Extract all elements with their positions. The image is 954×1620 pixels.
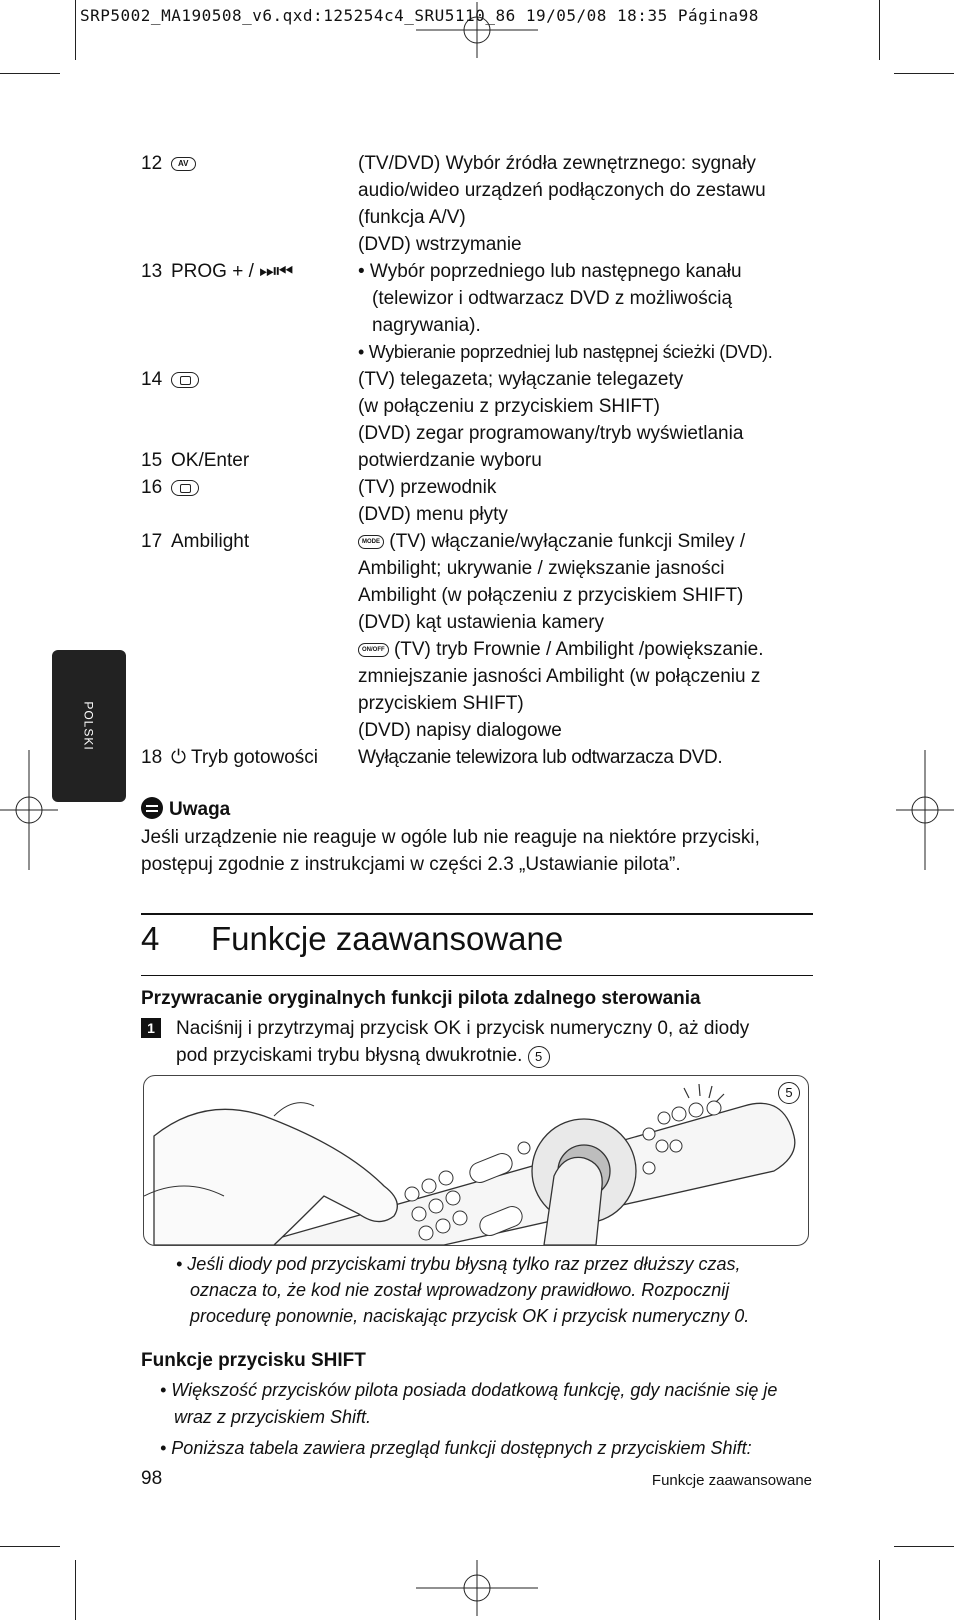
section-number: 4 bbox=[141, 920, 160, 957]
shift-heading: Funkcje przycisku SHIFT bbox=[141, 1350, 366, 1371]
crop-mark bbox=[0, 73, 60, 74]
guide-key-icon bbox=[171, 474, 199, 501]
registration-mark-right bbox=[896, 750, 954, 870]
figure-note: • Jeśli diody pod przyciskami trybu błysną tylko raz przez dłuższy czas, oznacza to, że kod nie został wprowadzony prawidłowo. Rozpocznij procedurę ponownie, naciskając przycisk OK i przycisk numeryczny 0. bbox=[176, 1254, 750, 1326]
row-number: 14 bbox=[141, 369, 163, 390]
step-number: 1 bbox=[141, 1018, 161, 1038]
crop-mark bbox=[894, 73, 954, 74]
row-number: 12 bbox=[141, 153, 163, 174]
row-label: OK/Enter bbox=[171, 450, 250, 471]
step-text: Naciśnij i przytrzymaj przycisk OK i przycisk numeryczny 0, aż diody pod przyciskami trybu błysną dwukrotnie. 5 bbox=[176, 1018, 750, 1066]
registration-mark-bottom bbox=[416, 1560, 538, 1616]
note-icon bbox=[141, 797, 163, 819]
crop-mark bbox=[75, 1560, 76, 1620]
row-label: Ambilight bbox=[171, 531, 250, 552]
remote-control-illustration bbox=[143, 1075, 809, 1246]
figure-reference: 5 bbox=[528, 1046, 550, 1068]
row-label: ⏻ Tryb gotowości bbox=[171, 747, 319, 768]
mode-key-icon: MODE bbox=[358, 535, 384, 549]
language-tab-label: POLSKI bbox=[81, 701, 96, 751]
figure-label: 5 bbox=[778, 1082, 800, 1104]
teletext-key-icon bbox=[171, 366, 199, 393]
row-description: MODE (TV) włączanie/wyłączanie funkcji Smiley / Ambilight; ukrywanie / zwiększanie jasności Ambilight (w połączeniu z przyciskiem SHIFT) (DVD) kąt ustawienia kamery ON/OFF (TV) tryb Frownie / Ambilight /powiększanie. zmniejszanie jasności Ambilight (w połączeniu z przyciskiem SHIFT) (DVD) napisy dialogowe bbox=[358, 531, 764, 741]
note-heading: Uwaga bbox=[141, 797, 230, 821]
row-description: (TV) przewodnik (DVD) menu płyty bbox=[358, 477, 508, 525]
row-number: 18 bbox=[141, 747, 163, 768]
note-text: Jeśli urządzenie nie reaguje w ogóle lub nie reaguje na niektóre przyciski, postępuj zgodnie z instrukcjami w części 2.3 „Ustawianie pilota”. bbox=[141, 827, 760, 875]
row-number: 17 bbox=[141, 531, 163, 552]
row-description: (TV) telegazeta; wyłączanie telegazety (w połączeniu z przyciskiem SHIFT) (DVD) zegar programowany/tryb wyświetlania bbox=[358, 369, 744, 444]
row-description: • Wybór poprzedniego lub następnego kanału (telewizor i odtwarzacz DVD z możliwością nagrywania). • Wybieranie poprzedniej lub następnej ścieżki (DVD). bbox=[358, 261, 773, 362]
crop-mark bbox=[0, 1546, 60, 1547]
page-number: 98 bbox=[141, 1468, 163, 1489]
row-description: Wyłączanie telewizora lub odtwarzacza DVD. bbox=[358, 747, 723, 768]
section-rule-bottom bbox=[141, 975, 813, 976]
registration-mark-left bbox=[0, 750, 58, 870]
crop-mark bbox=[879, 0, 880, 60]
onoff-key-icon: ON/OFF bbox=[358, 643, 389, 657]
av-key-icon: AV bbox=[171, 150, 196, 177]
footer-section-title: Funkcje zaawansowane bbox=[651, 1472, 812, 1489]
restore-heading: Przywracanie oryginalnych funkcji pilota zdalnego sterowania bbox=[141, 988, 701, 1009]
section-rule-top bbox=[141, 913, 813, 915]
row-number: 16 bbox=[141, 477, 163, 498]
shift-bullets: • Większość przycisków pilota posiada dodatkową funkcję, gdy naciśnie się je wraz z przyciskiem Shift. • Poniższa tabela zawiera przegląd funkcji dostępnych z przyciskiem Shift: bbox=[160, 1380, 778, 1458]
row-description: potwierdzanie wyboru bbox=[358, 450, 542, 471]
row-label: PROG + / ⏭⏮ bbox=[171, 261, 294, 282]
section-title: Funkcje zaawansowane bbox=[211, 920, 564, 957]
row-number: 13 bbox=[141, 261, 163, 282]
crop-mark bbox=[879, 1560, 880, 1620]
row-description: (TV/DVD) Wybór źródła zewnętrznego: sygnały audio/wideo urządzeń podłączonych do zestawu (funkcja A/V) (DVD) wstrzymanie bbox=[358, 153, 766, 255]
remote-drawing bbox=[144, 1076, 808, 1245]
crop-mark bbox=[75, 0, 76, 60]
row-number: 15 bbox=[141, 450, 163, 471]
registration-mark-top bbox=[416, 2, 538, 58]
crop-mark bbox=[894, 1546, 954, 1547]
print-header: SRP5002_MA190508_v6.qxd:125254c4_SRU5110_86 19/05/08 18:35 Página98 bbox=[80, 6, 759, 25]
